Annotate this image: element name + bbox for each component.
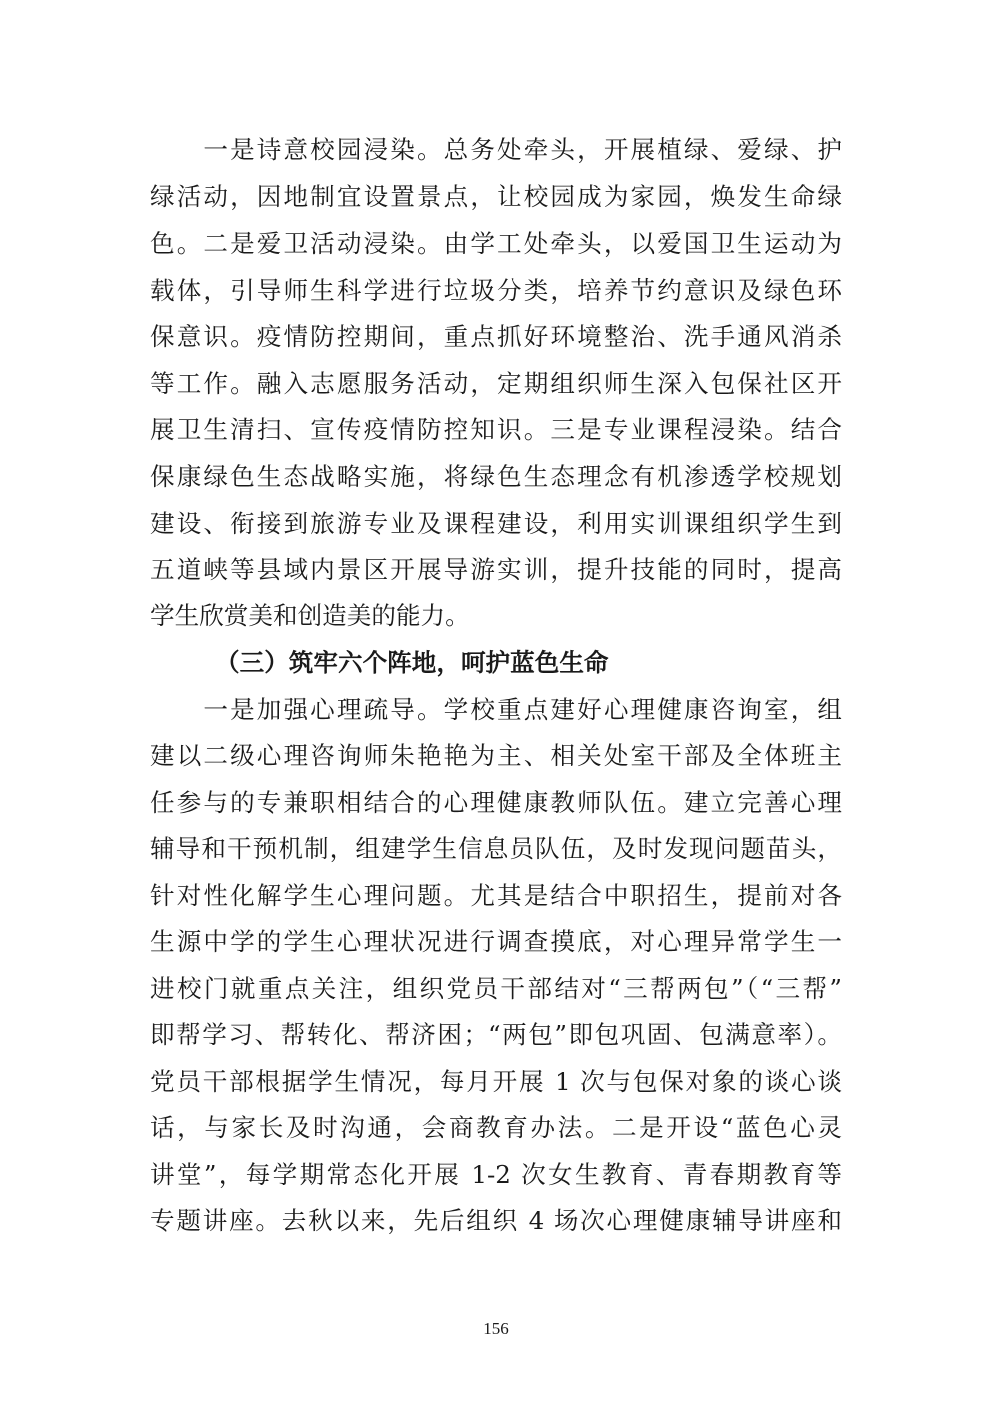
- body-line: 即帮学习、帮转化、帮济困；“两包”即包巩固、包满意率）。: [150, 1020, 842, 1049]
- body-line: 五道峡等县域内景区开展导游实训，提升技能的同时，提高: [150, 555, 842, 584]
- body-line: 等工作。融入志愿服务活动，定期组织师生深入包保社区开: [150, 369, 842, 398]
- body-line: 针对性化解学生心理问题。尤其是结合中职招生，提前对各: [150, 881, 842, 910]
- body-line: 学生欣赏美和创造美的能力。: [150, 601, 470, 630]
- body-line: 进校门就重点关注，组织党员干部结对“三帮两包”（“三帮”: [150, 974, 842, 1003]
- body-line: 建设、衔接到旅游专业及课程建设，利用实训课组织学生到: [150, 509, 842, 538]
- body-line: 载体，引导师生科学进行垃圾分类，培养节约意识及绿色环: [150, 276, 842, 305]
- body-line: 一是加强心理疏导。学校重点建好心理健康咨询室，组: [150, 695, 842, 724]
- body-line: 辅导和干预机制，组建学生信息员队伍，及时发现问题苗头，: [150, 834, 842, 863]
- body-line: 生源中学的学生心理状况进行调查摸底，对心理异常学生一: [150, 927, 842, 956]
- body-line: 展卫生清扫、宣传疫情防控知识。三是专业课程浸染。结合: [150, 415, 842, 444]
- body-line: 建以二级心理咨询师朱艳艳为主、相关处室干部及全体班主: [150, 741, 842, 770]
- body-line: 任参与的专兼职相结合的心理健康教师队伍。建立完善心理: [150, 788, 842, 817]
- page-number: 156: [483, 1319, 509, 1338]
- body-line: 话，与家长及时沟通，会商教育办法。二是开设“蓝色心灵: [150, 1113, 842, 1142]
- body-line: 色。二是爱卫活动浸染。由学工处牵头，以爱国卫生运动为: [150, 229, 842, 258]
- body-line: 一是诗意校园浸染。总务处牵头，开展植绿、爱绿、护: [150, 135, 842, 164]
- body-line: 保康绿色生态战略实施，将绿色生态理念有机渗透学校规划: [150, 462, 842, 491]
- body-line: 绿活动，因地制宜设置景点，让校园成为家园，焕发生命绿: [150, 182, 842, 211]
- body-line: 专题讲座。去秋以来，先后组织 4 场次心理健康辅导讲座和: [150, 1206, 842, 1235]
- body-line: 党员干部根据学生情况，每月开展 1 次与包保对象的谈心谈: [150, 1067, 842, 1096]
- body-line: 讲堂”，每学期常态化开展 1-2 次女生教育、青春期教育等: [150, 1160, 842, 1189]
- section-heading: （三）筑牢六个阵地，呵护蓝色生命: [215, 648, 609, 677]
- body-line: 保意识。疫情防控期间，重点抓好环境整治、洗手通风消杀: [150, 322, 842, 351]
